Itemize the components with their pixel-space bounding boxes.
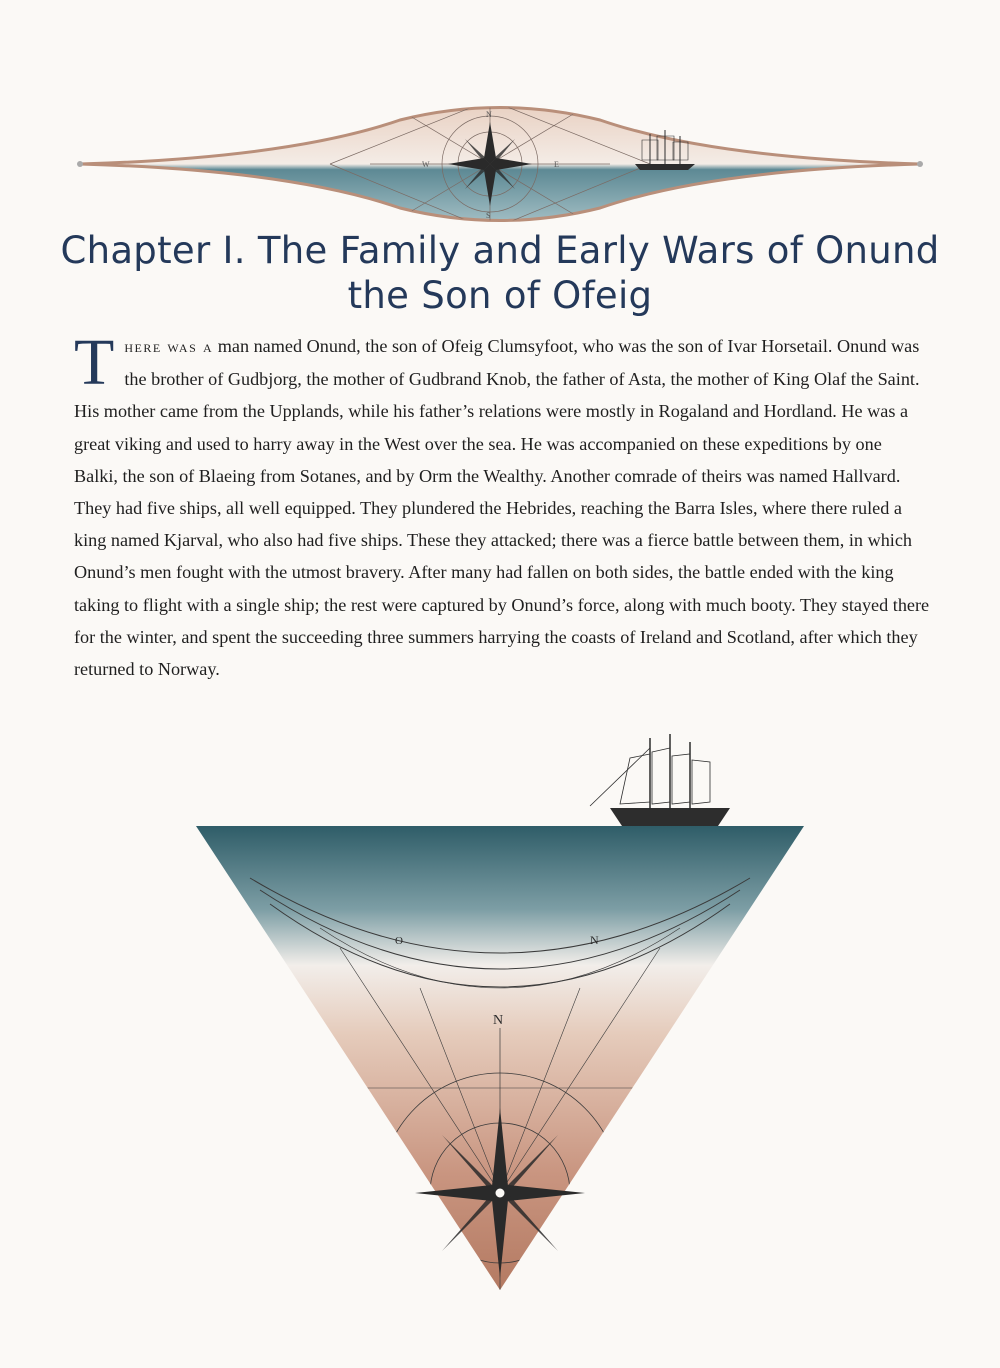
footer-ship-icon	[590, 734, 730, 826]
footer-compass-n-inner: N	[493, 1013, 504, 1028]
chapter-title: Chapter I. The Family and Early Wars of Onund the Son of Ofeig	[60, 229, 940, 317]
lens-end-left	[77, 161, 83, 167]
lens-end-right	[917, 161, 923, 167]
header-compass-n: N	[486, 110, 492, 119]
header-compass-s: S	[486, 211, 491, 220]
lead-in-smallcaps: here was a	[124, 337, 214, 356]
header-compass-w: W	[422, 160, 430, 169]
header-compass-e: E	[554, 160, 559, 169]
chapter-paragraph	[74, 326, 930, 685]
footer-compass-o: O	[395, 935, 403, 947]
paragraph-text: man named Onund, the son of Ofeig Clumsyfoot, who was the son of Ivar Horsetail. Onund was the brother of Gudbjorg, the mother of Gudbrand Knob, the father of Asta, the mother of King Olaf the Saint. His mother came from the Upplands, while his father’s relations were mostly in Rogaland and Hordland. He was a great viking and used to harry away in the West over the sea. He was accompanied on these expeditions by one Balki, the son of Blaeing from Sotanes, and by Orm the Wealthy. Another comrade of theirs was named Hallvard. They had five ships, all well equipped. They plundered the Hebrides, reaching the Barra Isles, where there ruled a king named Kjarval, who also had five ships. These they attacked; there was a fierce battle between them, in which Onund’s men fought with the utmost bravery. After many had fallen on both sides, the battle ended with the king taking to flight with a single ship; the rest were captured by Onund’s force, along with much booty. They stayed there for the winter, and spent the succeeding three summers harrying the coasts of Ireland and Scotland, after which they returned to Norway.	[74, 336, 930, 680]
footer-compass-n-outer: N	[590, 933, 599, 947]
header-compass-illustration	[70, 100, 930, 230]
footer-compass-illustration	[190, 728, 810, 1298]
drop-cap: T	[74, 326, 115, 399]
